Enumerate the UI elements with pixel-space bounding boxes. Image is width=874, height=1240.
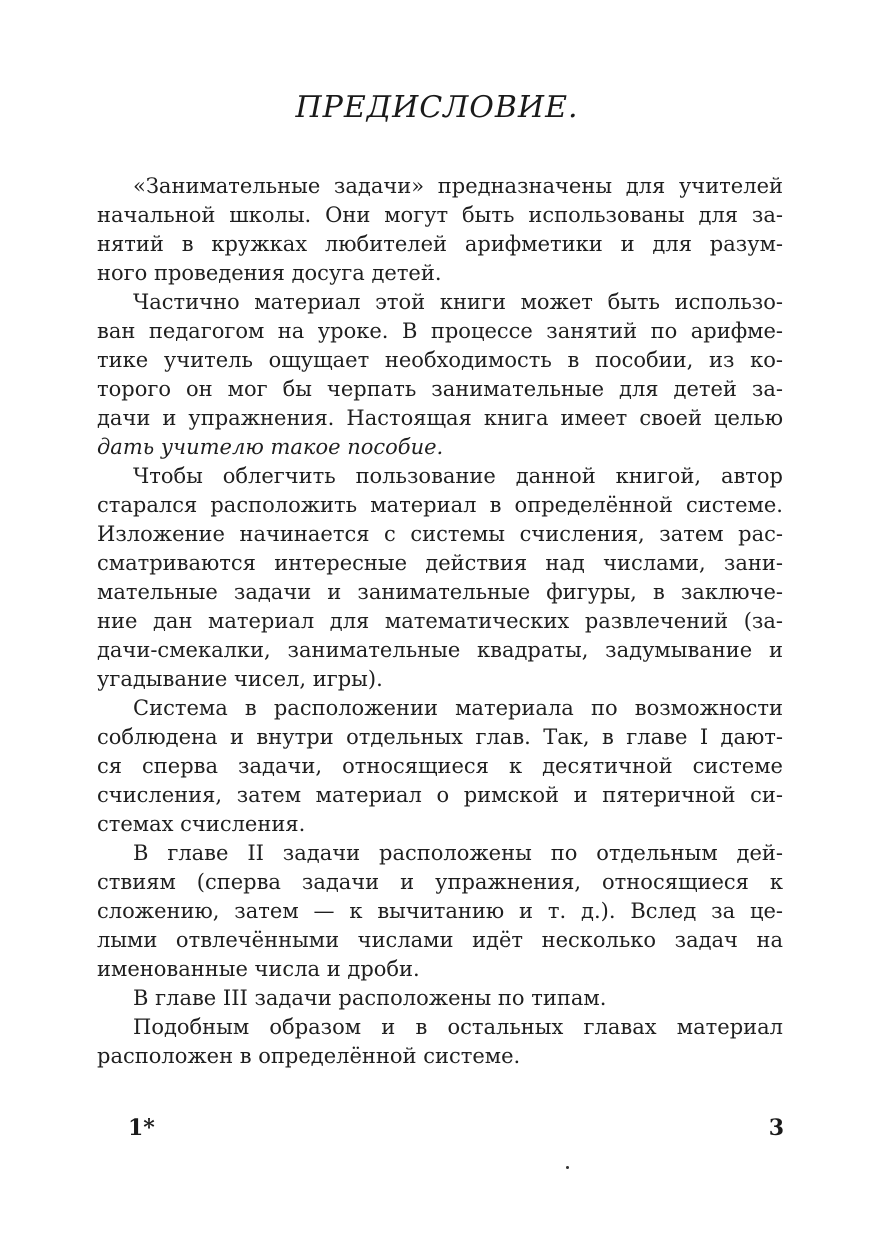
text-line: именованные числа и дроби.: [97, 957, 420, 981]
text-line: мательные задачи и занимательные фигуры, в заключе-: [97, 580, 783, 604]
text-line: ствиям (сперва задачи и упражнения, относящиеся к: [97, 870, 783, 894]
paragraph-5: [97, 839, 783, 984]
text-line: ние дан материал для математических развлечений (за-: [97, 609, 783, 633]
text-line: В главе II задачи расположены по отдельным дей-: [133, 841, 783, 865]
text-line: сложению, затем — к вычитанию и т. д.). Вслед за це-: [97, 899, 783, 923]
text-line: ся сперва задачи, относящиеся к десятичной системе: [97, 754, 783, 778]
text-line: лыми отвлечёнными числами идёт несколько задач на: [97, 928, 783, 952]
text-line: дачи-смекалки, занимательные квадраты, задумывание и: [97, 638, 783, 662]
text-line: Изложение начинается с системы счисления, затем рас-: [97, 522, 783, 546]
paragraph-4: [97, 694, 783, 839]
text-line: угадывание чисел, игры).: [97, 667, 383, 691]
text-line: Частично материал этой книги может быть использо-: [133, 290, 783, 314]
text-line: ного проведения досуга детей.: [97, 261, 442, 285]
text-line: тике учитель ощущает необходимость в пособии, из ко-: [97, 348, 783, 372]
print-speck: [566, 1166, 569, 1169]
text-line: «Занимательные задачи» предназначены для учителей: [133, 174, 783, 198]
text-line: старался расположить материал в определённой системе.: [97, 493, 783, 517]
text-line: сматриваются интересные действия над числами, зани-: [97, 551, 783, 575]
paragraph-6: [97, 984, 783, 1013]
paragraph-2: [97, 288, 783, 462]
page-number: 3: [768, 1115, 784, 1141]
text-line: соблюдена и внутри отдельных глав. Так, в главе I дают-: [97, 725, 783, 749]
text-line: стемах счисления.: [97, 812, 306, 836]
text-line: начальной школы. Они могут быть использованы для за-: [97, 203, 783, 227]
italic-emphasis: дать учителю такое пособие.: [97, 435, 444, 459]
text-line: Система в расположении материала по возможности: [133, 696, 783, 720]
preface-text: [97, 172, 783, 1071]
text-line: Чтобы облегчить пользование данной книгой, автор: [133, 464, 783, 488]
text-line: счисления, затем материал о римской и пятеричной си-: [97, 783, 783, 807]
text-line: Подобным образом и в остальных главах материал: [133, 1015, 783, 1039]
text-line: дачи и упражнения. Настоящая книга имеет своей целью: [97, 406, 783, 430]
page-title: ПРЕДИСЛОВИЕ.: [295, 90, 579, 125]
text-line: расположен в определённой системе.: [97, 1044, 521, 1068]
paragraph-3: [97, 462, 783, 694]
paragraph-1: [97, 172, 783, 288]
text-line: В главе III задачи расположены по типам.: [133, 986, 607, 1010]
signature-mark: 1*: [128, 1115, 155, 1141]
text-line: нятий в кружках любителей арифметики и для разум-: [97, 232, 783, 256]
text-line-italic: [97, 433, 783, 462]
text-line: ван педагогом на уроке. В процессе занятий по арифме-: [97, 319, 783, 343]
paragraph-7: [97, 1013, 783, 1071]
text-line: торого он мог бы черпать занимательные для детей за-: [97, 377, 783, 401]
